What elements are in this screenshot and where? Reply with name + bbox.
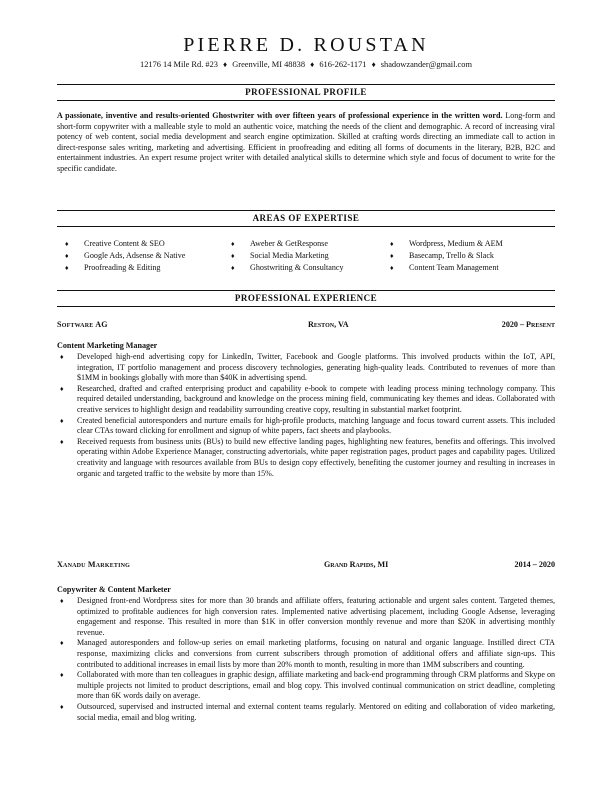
diamond-icon: ♦	[231, 264, 235, 273]
job-bullets	[57, 352, 555, 479]
diamond-icon: ♦	[60, 384, 64, 393]
list-item: ♦ Researched, drafted and crafted enterprising product and capability e-book to compete with leading process mining technology company. This required detailed understanding, background and knowledge on the process mining field, communicating key themes and ideas. Collaborated with creative services to highlight design and readability surrounding creative copy, resulting in substantial market footprint.	[60, 383, 555, 414]
list-item: ♦ Created beneficial autoresponders and nurture emails for high-profile products, matching language and focus toward current assets. This included clear CTAs toward clicking for enrollment and signup of white papers, fact sheets and playbooks.	[60, 415, 555, 436]
job-location: Reston, VA	[308, 320, 349, 329]
diamond-icon: ♦	[60, 639, 64, 648]
divider	[57, 84, 555, 85]
phone: 616-262-1171	[319, 60, 367, 69]
email-link[interactable]: shadowzander@gmail.com	[380, 60, 472, 69]
expertise-column-3	[390, 238, 503, 275]
diamond-icon: ♦	[371, 60, 376, 69]
divider	[57, 226, 555, 227]
diamond-icon: ♦	[231, 252, 235, 261]
profile-lead: A passionate, inventive and results-oriented Ghostwriter with over fifteen years of professional experience in the written word.	[57, 111, 503, 120]
diamond-icon: ♦	[310, 60, 315, 69]
list-item: ♦ Received requests from business units (BUs) to build new effective landing pages, highlighting new features, benefits and offerings. This involved operating within Adobe Experience Manager, constructing advertorials, white paper registration pages, product pages and capability pages. Utilized creativity and language with resources available from BUs to design copy effectively, benefiting the customer journey and resulting in increases in organic and targeted traffic to the website by more than 15%.	[60, 436, 555, 478]
section-heading-profile: PROFESSIONAL PROFILE	[245, 87, 367, 97]
expertise-item: ♦ Wordpress, Medium & AEM	[390, 238, 503, 250]
job-title: Content Marketing Manager	[57, 341, 158, 350]
job-dates: 2014 – 2020	[514, 560, 555, 569]
expertise-column-1	[65, 238, 185, 275]
diamond-icon: ♦	[60, 671, 64, 680]
address: 12176 14 Mile Rd. #23	[140, 60, 218, 69]
list-item: ♦ Outsourced, supervised and instructed internal and external content teams regularly. Mentored on editing and collaboration of video marketing, social media, email and blog writing.	[60, 701, 555, 722]
job-header	[57, 559, 555, 571]
candidate-name: PIERRE D. ROUSTAN	[183, 34, 429, 56]
list-item: ♦ Designed front-end Wordpress sites for more than 30 brands and affiliate offers, featuring actionable and urgent sales content. Targeted themes, optimized to profitable audiences for high conversion rates. Implemented native advertising placement, including Google Adsense, leveraging engagement and response. This resulted in more than $1K in offer conversion monthly revenue and more than $20K in advertising monthly revenue.	[60, 596, 555, 637]
diamond-icon: ♦	[65, 240, 69, 248]
city-state-zip: Greenville, MI 48838	[232, 60, 306, 69]
diamond-icon: ♦	[60, 416, 64, 425]
section-heading-expertise: AREAS OF EXPERTISE	[252, 213, 360, 223]
contact-line	[0, 59, 612, 71]
diamond-icon: ♦	[390, 264, 394, 273]
company-name: Software AG	[57, 320, 108, 329]
expertise-item: ♦ Basecamp, Trello & Slack	[390, 250, 503, 262]
diamond-icon: ♦	[60, 597, 64, 605]
expertise-item: ♦ Creative Content & SEO	[65, 238, 185, 250]
expertise-item: ♦ Social Media Marketing	[231, 250, 344, 262]
divider	[57, 210, 555, 211]
expertise-item: ♦ Google Ads, Adsense & Native	[65, 250, 185, 262]
divider	[57, 290, 555, 291]
job-dates: 2020 – Present	[501, 320, 555, 329]
divider	[57, 306, 555, 307]
profile-body: Long-form and short-form copywriter with a malleable style to mold an authentic voice, matching the needs of the client and demographic. A record of increasing viral potency of web content, social media development and search engine optimization. Skilled at crafting words directing an immediate call to action in direct-response sales writing, marketing and advertising. Efficient in proofreading and editing all forms of documents in the literary, B2B, B2C and entertainment industries. An expert resume project writer with detailed analytical skills to determine which style and focus of document to write for the specific candidate.	[57, 111, 555, 173]
expertise-item: ♦ Aweber & GetResponse	[231, 238, 344, 250]
list-item: ♦ Collaborated with more than ten colleagues in graphic design, affiliate marketing and back-end programming through CRM platforms and Skype on multiple projects not limited to product descriptions, email and blog copy. This involved continual communication on strict deadline, completing more than 6K words daily on average.	[60, 670, 555, 701]
diamond-icon: ♦	[65, 252, 69, 261]
divider	[57, 100, 555, 101]
job-title: Copywriter & Content Marketer	[57, 585, 171, 594]
expertise-column-2	[231, 238, 344, 275]
diamond-icon: ♦	[390, 252, 394, 261]
expertise-item: ♦ Ghostwriting & Consultancy	[231, 262, 344, 274]
diamond-icon: ♦	[390, 240, 394, 248]
company-name: Xanadu Marketing	[57, 560, 131, 569]
job-header	[57, 319, 555, 331]
list-item: ♦ Managed autoresponders and follow-up series on email marketing platforms, focusing on natural and organic language. Instilled direct CTA response, maximizing clicks and conversions from current subscribers through promotion of additional offers and affiliate sign-ups. This contributed to additional increases in email lists by more than 20% month to month, resulting in more than 1MM subscribers and counting.	[60, 638, 555, 669]
diamond-icon: ♦	[231, 240, 235, 248]
expertise-item: ♦ Content Team Management	[390, 262, 503, 274]
job-location: Grand Rapids, MI	[324, 560, 389, 569]
list-item: ♦ Developed high-end advertising copy for LinkedIn, Twitter, Facebook and Google platforms. This involved products within the IoT, API, integration, IT portfolio management and process discovery technologies, generating high-quality leads. Contributed to revenues of more than $1MM in bookings globally with more than $40K in advertising spend.	[60, 352, 555, 383]
diamond-icon: ♦	[60, 437, 64, 446]
diamond-icon: ♦	[223, 60, 228, 69]
section-heading-experience: PROFESSIONAL EXPERIENCE	[234, 293, 378, 303]
diamond-icon: ♦	[65, 264, 69, 273]
diamond-icon: ♦	[60, 353, 64, 361]
profile-summary	[57, 111, 555, 175]
diamond-icon: ♦	[60, 702, 64, 711]
expertise-item: ♦ Proofreading & Editing	[65, 262, 185, 274]
job-bullets	[57, 596, 555, 723]
